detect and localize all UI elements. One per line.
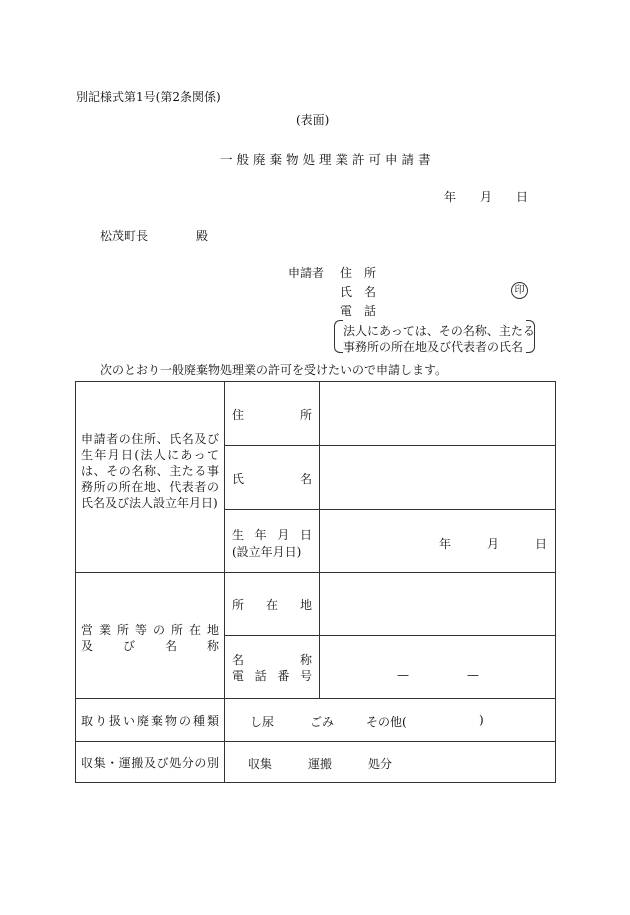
business-option-disposal[interactable]: 処分 (368, 757, 393, 771)
label-char: 住 (232, 408, 245, 422)
label-char: 氏 (232, 472, 245, 486)
phone-number-label: 電話番号 (232, 669, 312, 683)
form-side: (表面) (296, 113, 330, 127)
waste-option-other-close: ) (479, 713, 484, 727)
phone-dash-2: — (467, 668, 479, 682)
birth-date-label: 生年月日 (232, 528, 312, 542)
table-row-divider (75, 741, 556, 742)
birth-year-label: 年 (439, 537, 452, 551)
established-date-label: (設立年月日) (232, 545, 302, 559)
table-row-divider (75, 572, 556, 573)
applicant-note-line1: 法人にあっては、その名称、主たる (343, 324, 535, 338)
waste-type-label: 取り扱い廃棄物の種類 (81, 714, 219, 728)
label-char: 名 (299, 472, 312, 486)
note-bracket-left (334, 320, 343, 353)
name-label (232, 470, 312, 487)
waste-option-garbage[interactable]: ごみ (310, 715, 335, 729)
table-row-divider (224, 509, 556, 510)
table-row-divider (224, 445, 556, 446)
date-year-label: 年 (444, 190, 457, 204)
waste-option-night-soil[interactable]: し尿 (250, 715, 275, 729)
business-type-label: 収集・運搬及び処分の別 (81, 756, 219, 770)
office-label-line2: 及び名称 (81, 639, 219, 653)
business-option-collection[interactable]: 収集 (248, 757, 273, 771)
page-title: 一般廃棄物処理業許可申請書 (220, 152, 435, 167)
addressee-honorific: 殿 (196, 229, 209, 243)
birth-month-label: 月 (487, 537, 500, 551)
form-number: 別記様式第1号(第2条関係) (76, 90, 221, 104)
table-col-divider (224, 381, 225, 783)
note-bracket-right (526, 320, 535, 353)
office-name-label: 名称 (232, 653, 312, 667)
waste-option-other[interactable]: その他( (366, 715, 407, 729)
table-row-divider (224, 635, 556, 636)
applicant-note-line2: 事務所の所在地及び代表者の氏名 (343, 340, 524, 354)
intro-text: 次のとおり一般廃棄物処理業の許可を受けたいので申請します。 (100, 363, 448, 377)
phone-dash-1: — (397, 668, 409, 682)
table-row-divider (75, 698, 556, 699)
applicant-name-label: 氏 名 (340, 285, 377, 299)
location-label: 所在地 (232, 598, 312, 612)
label-char: 所 (299, 408, 312, 422)
office-label-line1: 営業所等の所在地 (81, 623, 219, 637)
applicant-address-label: 住 所 (340, 266, 377, 280)
business-option-transport[interactable]: 運搬 (308, 757, 333, 771)
date-day-label: 日 (516, 190, 529, 204)
birth-day-label: 日 (535, 537, 548, 551)
seal-mark-icon: 印 (511, 282, 528, 299)
section-applicant-label: 申請者の住所、氏名及び生年月日(法人にあっては、その名称、主たる事務所の所在地、代表者の氏名及び法人設立年月日) (81, 432, 219, 510)
applicant-label: 申請者 (288, 266, 325, 280)
applicant-phone-label: 電 話 (340, 304, 377, 318)
table-col-divider (319, 381, 320, 698)
addressee-name: 松茂町長 (100, 229, 149, 243)
address-label (232, 406, 312, 423)
date-month-label: 月 (480, 190, 493, 204)
